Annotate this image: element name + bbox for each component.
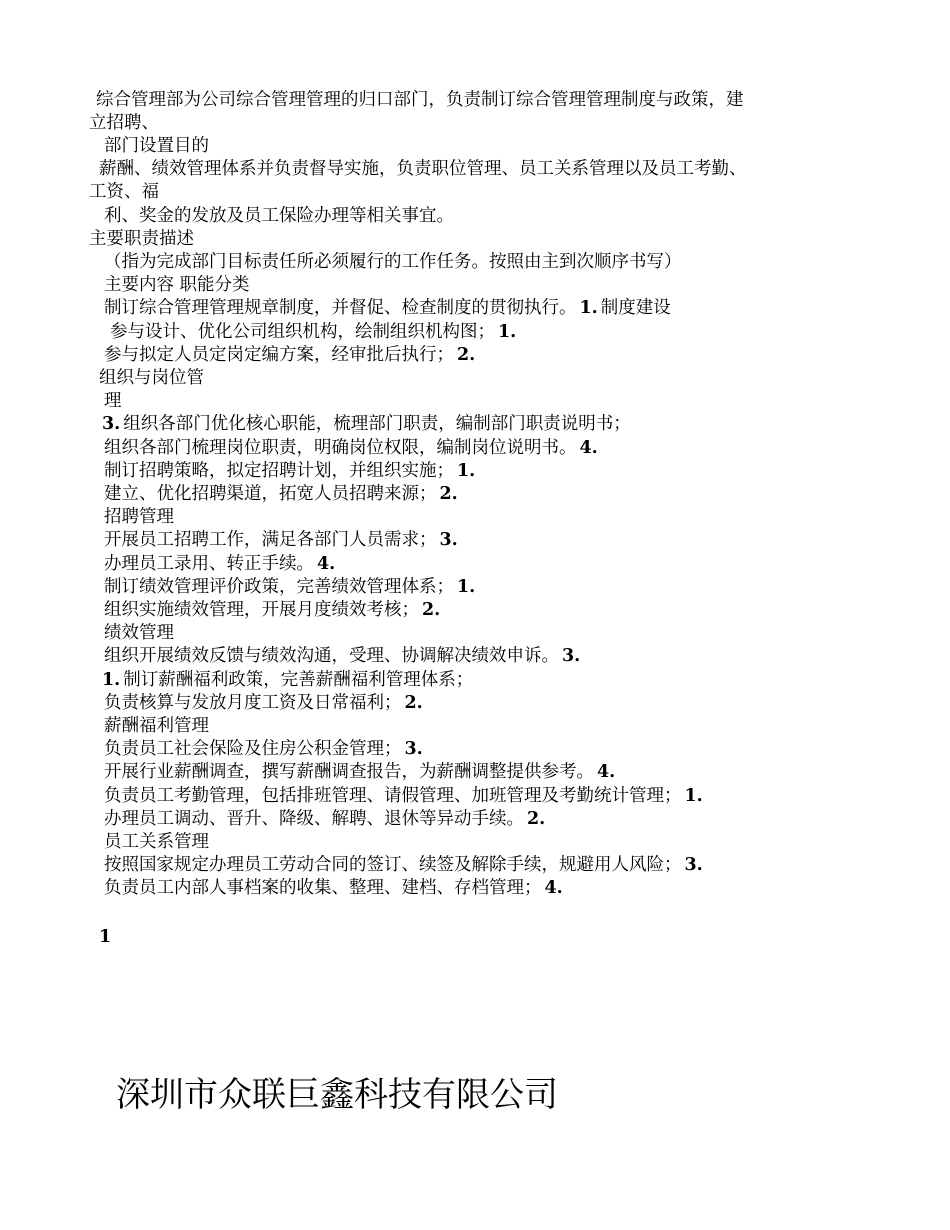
category-label: 绩效管理 [104, 623, 174, 643]
duty-line: 组织各部门梳理岗位职责，明确岗位权限，编制岗位说明书。 4. [104, 438, 598, 458]
duty-line: 参与拟定人员定岗定编方案，经审批后执行； 2. [104, 345, 476, 365]
duty-line: 1. 制订薪酬福利政策，完善薪酬福利管理体系； [102, 670, 474, 690]
text-line: 薪酬、绩效管理体系并负责督导实施，负责职位管理、员工关系管理以及员工考勤、 [99, 159, 747, 179]
duty-line: 办理员工录用、转正手续。 4. [104, 554, 336, 574]
duty-line: 负责核算与发放月度工资及日常福利； 2. [104, 693, 423, 713]
duty-line: 负责员工内部人事档案的收集、整理、建档、存档管理； 4. [104, 878, 563, 898]
duty-line: 参与设计、优化公司组织机构，绘制组织机构图； 1. [110, 322, 517, 342]
category-label: 理 [104, 391, 122, 411]
duty-line: 3. 组织各部门优化核心职能，梳理部门职责，编制部门职责说明书； [102, 414, 631, 434]
text-line: 综合管理部为公司综合管理管理的归口部门，负责制订综合管理管理制度与政策，建 [96, 90, 744, 110]
text-line: 立招聘、 [89, 113, 159, 133]
duty-line: 按照国家规定办理员工劳动合同的签订、续签及解除手续，规避用人风险； 3. [104, 855, 703, 875]
page-number: 1 [99, 927, 112, 947]
category-label: 招聘管理 [104, 507, 174, 527]
category-label: 薪酬福利管理 [104, 716, 209, 736]
duty-line: 负责员工社会保险及住房公积金管理； 3. [104, 739, 423, 759]
company-name: 深圳市众联巨鑫科技有限公司 [116, 1075, 558, 1115]
duty-line: 办理员工调动、晋升、降级、解聘、退休等异动手续。 2. [104, 809, 546, 829]
duty-line: 制订招聘策略，拟定招聘计划，并组织实施； 1. [104, 461, 476, 481]
text-line: 工资、福 [89, 182, 159, 202]
duty-line: 制订综合管理管理规章制度，并督促、检查制度的贯彻执行。 1. 制度建设 [104, 298, 671, 318]
duty-line: 开展员工招聘工作，满足各部门人员需求； 3. [104, 530, 458, 550]
category-label: 组织与岗位管 [99, 368, 204, 388]
section-title: 部门设置目的 [104, 136, 209, 156]
duty-line: 建立、优化招聘渠道，拓宽人员招聘来源； 2. [104, 484, 458, 504]
duty-line: 组织开展绩效反馈与绩效沟通，受理、协调解决绩效申诉。 3. [104, 646, 581, 666]
category-label: 员工关系管理 [104, 832, 209, 852]
section-title: 主要职责描述 [89, 229, 194, 249]
table-header: 主要内容 职能分类 [104, 275, 250, 295]
duty-line: 开展行业薪酬调查，撰写薪酬调查报告，为薪酬调整提供参考。 4. [104, 762, 616, 782]
duty-line: 制订绩效管理评价政策，完善绩效管理体系； 1. [104, 577, 476, 597]
text-line: 利、奖金的发放及员工保险办理等相关事宜。 [104, 206, 454, 226]
duty-line: 负责员工考勤管理，包括排班管理、请假管理、加班管理及考勤统计管理； 1. [104, 786, 703, 806]
duty-line: 组织实施绩效管理，开展月度绩效考核； 2. [104, 600, 441, 620]
text-line: （指为完成部门目标责任所必须履行的工作任务。按照由主到次顺序书写） [104, 252, 682, 272]
